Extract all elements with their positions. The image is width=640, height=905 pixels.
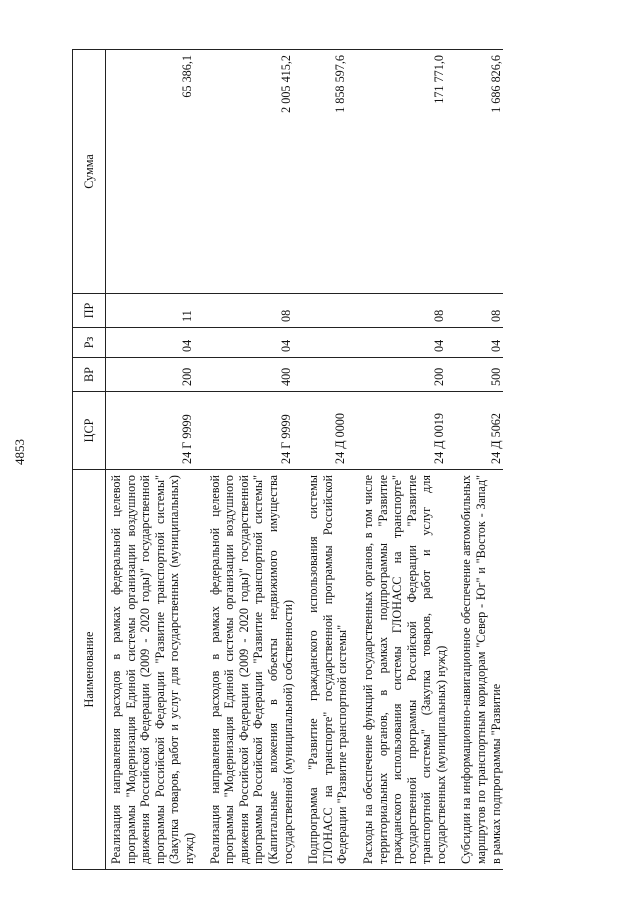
row-csr: 24 Д 0019 xyxy=(358,392,457,470)
header-sum: Сумма xyxy=(73,50,106,294)
row-rz: 04 xyxy=(205,328,304,358)
row-sum: 65 386,1 xyxy=(106,50,205,294)
row-pr: 08 xyxy=(358,294,457,328)
table-row xyxy=(303,50,358,870)
table-row xyxy=(358,50,457,870)
table-header-row xyxy=(73,50,106,870)
row-rz: 04 xyxy=(456,328,503,358)
row-csr: 24 Д 5062 xyxy=(456,392,503,470)
row-rz: 04 xyxy=(106,328,205,358)
row-vr: 200 xyxy=(106,358,205,392)
table-row xyxy=(456,50,503,870)
row-name: Субсидии на информационно-навигационное обеспечение автомобильных маршрутов по транспортным коридорам "Север - Юг" и "Восток - Запад" в рамках подпрограммы "Развитие xyxy=(456,470,503,870)
row-sum: 1 858 597,6 xyxy=(303,50,358,294)
row-csr: 24 Г 9999 xyxy=(205,392,304,470)
header-csr: ЦСР xyxy=(73,392,106,470)
table-row xyxy=(205,50,304,870)
row-pr: 08 xyxy=(205,294,304,328)
row-pr xyxy=(303,294,358,328)
row-vr: 500 xyxy=(456,358,503,392)
row-rz xyxy=(303,328,358,358)
row-name: Подпрограмма "Развитие гражданского использования системы ГЛОНАСС на транспорте" государственной программы Российской Федерации "Развитие транспортной системы" xyxy=(303,470,358,870)
row-sum: 171 771,0 xyxy=(358,50,457,294)
header-name: Наименование xyxy=(73,470,106,870)
table-row xyxy=(106,50,205,870)
row-pr: 11 xyxy=(106,294,205,328)
row-name: Реализация направления расходов в рамках федеральной целевой программы "Модернизация Единой системы организации воздушного движения Российской Федерации (2009 - 2020 годы)" государственной программы Российской Федерации "Развитие транспортной системы" (Закупка товаров, работ и услуг для государственных (муниципальных) нужд) xyxy=(106,470,205,870)
row-csr: 24 Д 0000 xyxy=(303,392,358,470)
row-rz: 04 xyxy=(358,328,457,358)
row-vr: 200 xyxy=(358,358,457,392)
page-number: 4853 xyxy=(12,439,27,465)
header-rz: Рз xyxy=(73,328,106,358)
row-name: Расходы на обеспечение функций государственных органов, в том числе территориальных органов, в рамках подпрограммы "Развитие гражданского использования системы ГЛОНАСС на транспорте" государственной программы Российской Федерации "Развитие транспортной системы" (Закупка товаров, работ и услуг для государственных (муниципальных) нужд) xyxy=(358,470,457,870)
row-csr: 24 Г 9999 xyxy=(106,392,205,470)
header-vr: ВР xyxy=(73,358,106,392)
row-name: Реализация направления расходов в рамках федеральной целевой программы "Модернизация Единой системы организации воздушного движения Российской Федерации (2009 - 2020 годы)" государственной программы Российской Федерации "Развитие транспортной системы" (Капитальные вложения в объекты недвижимого имущества государственной (муниципальной) собственности) xyxy=(205,470,304,870)
row-vr: 400 xyxy=(205,358,304,392)
header-pr: ПР xyxy=(73,294,106,328)
row-vr xyxy=(303,358,358,392)
row-sum: 2 005 415,2 xyxy=(205,50,304,294)
budget-table-container xyxy=(72,50,628,870)
budget-table xyxy=(72,49,503,870)
row-pr: 08 xyxy=(456,294,503,328)
row-sum: 1 686 826,6 xyxy=(456,50,503,294)
